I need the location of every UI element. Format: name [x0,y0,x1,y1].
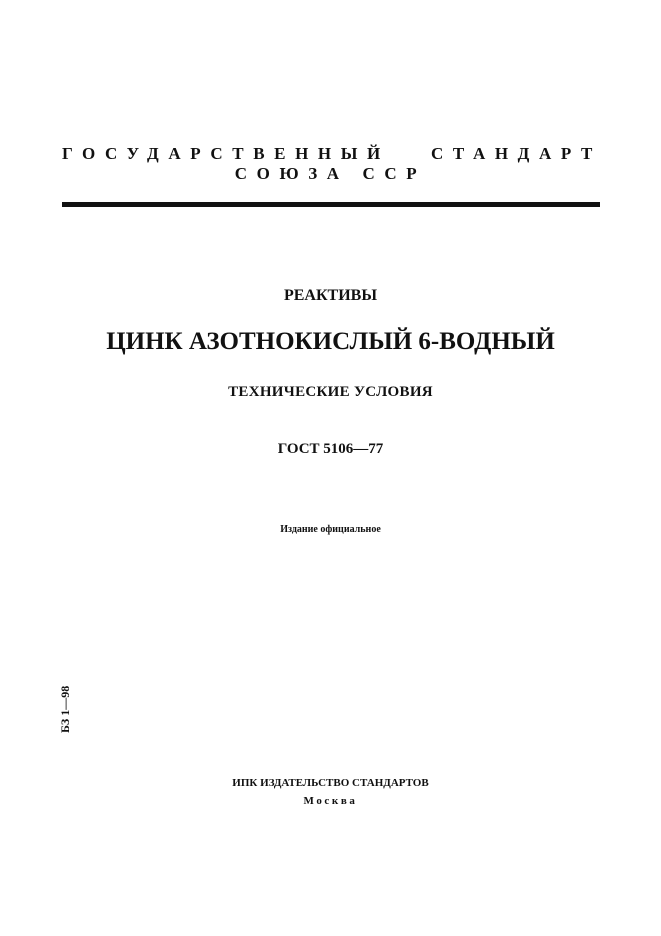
standard-header-line1 [62,144,602,164]
document-category: РЕАКТИВЫ [283,287,378,304]
header-divider [62,202,600,207]
header-word-state: ГОСУДАРСТВЕННЫЙ [62,144,390,163]
publisher-city: Москва [303,795,358,807]
side-catalog-code: БЗ 1—98 [58,685,72,733]
document-subtitle: ТЕХНИЧЕСКИЕ УСЛОВИЯ [228,384,433,400]
document-title: ЦИНК АЗОТНОКИСЛЫЙ 6-ВОДНЫЙ [106,328,555,355]
publisher-name: ИПК ИЗДАТЕЛЬСТВО СТАНДАРТОВ [232,777,429,789]
header-word-standard: СТАНДАРТ [431,144,602,163]
edition-note: Издание официальное [280,524,381,535]
standard-header-line2: СОЮЗА ССР [234,164,427,183]
standard-code: ГОСТ 5106—77 [277,441,384,457]
